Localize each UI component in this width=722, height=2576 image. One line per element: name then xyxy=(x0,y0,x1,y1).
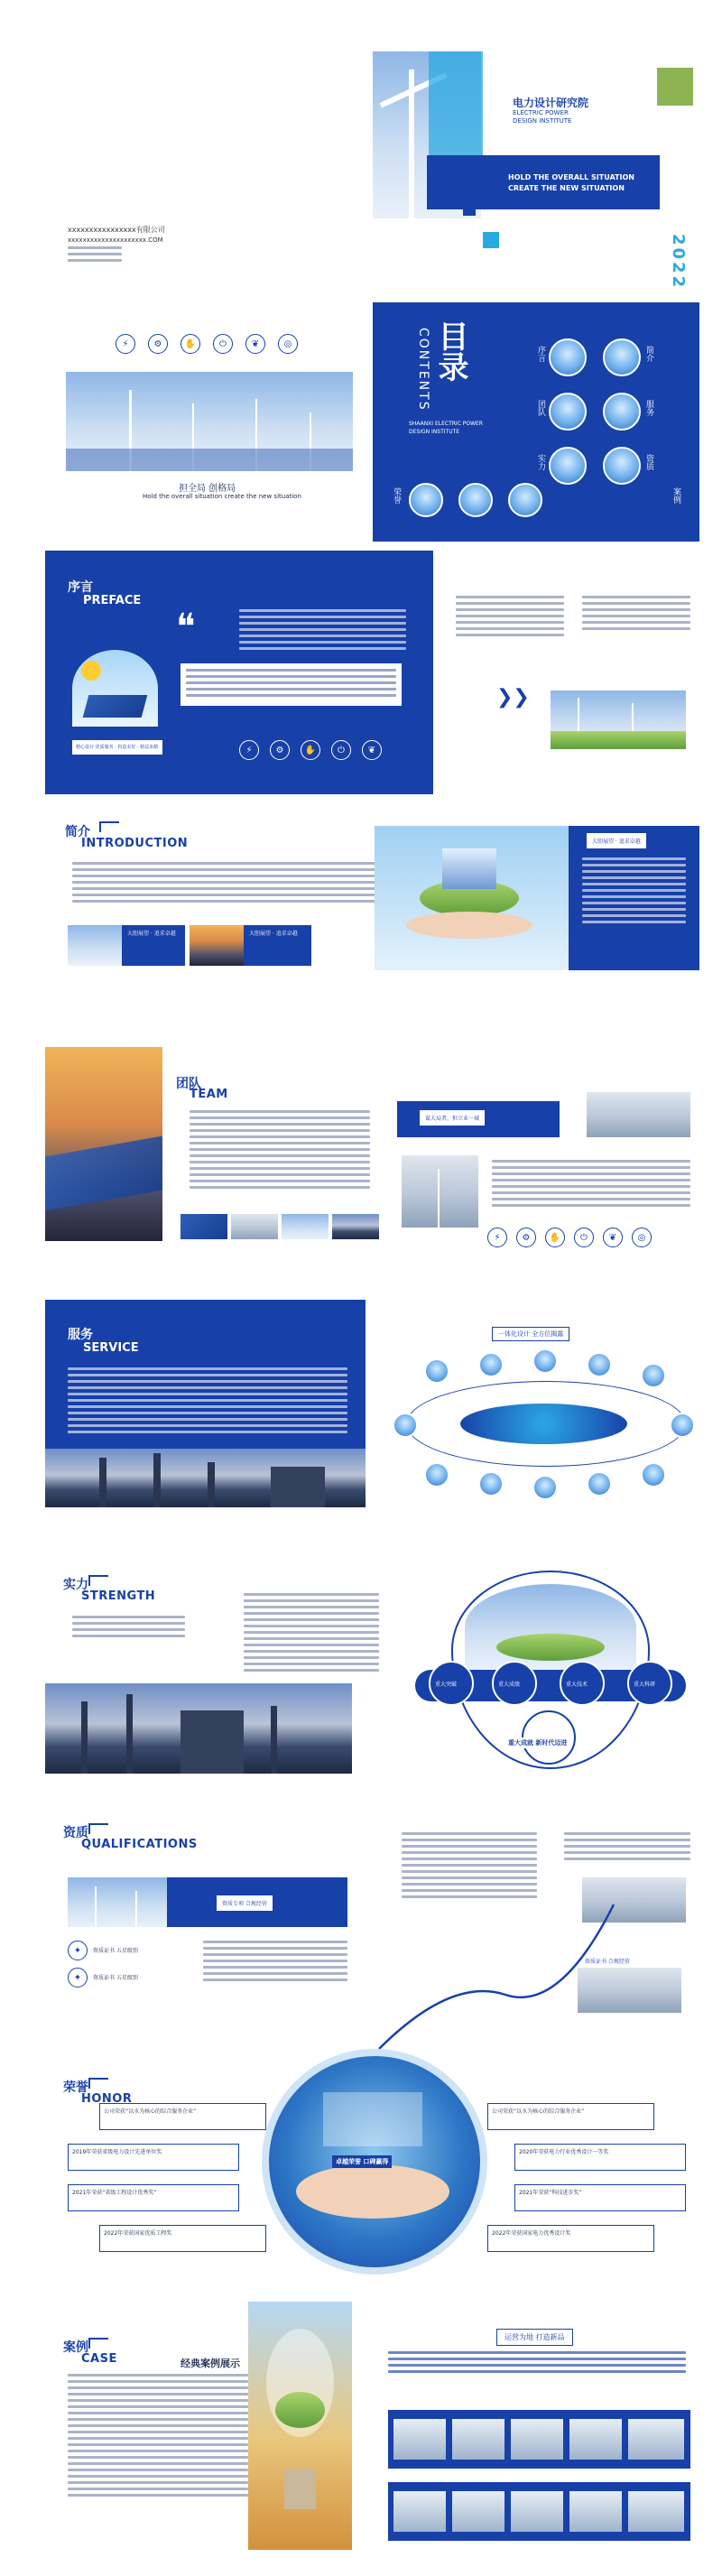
case-bulb-photo xyxy=(248,2302,352,2550)
toc-item-6[interactable]: 资质 xyxy=(644,454,653,470)
toc-title-en: CONTENTS xyxy=(416,328,430,412)
toc-sub-2: DESIGN INSTITUTE xyxy=(409,429,460,435)
strength-bottom-label: 重大成就 新时代迈进 xyxy=(505,1737,569,1748)
intro-hands-photo xyxy=(375,826,569,970)
intro-box-2 xyxy=(244,925,311,966)
qual-title-en: QUALIFICATIONS xyxy=(81,1838,198,1851)
toc-page xyxy=(373,302,699,542)
hand-icon: ✋ xyxy=(545,1228,565,1247)
intro-paragraph xyxy=(72,862,379,906)
preface-paragraph xyxy=(239,609,406,653)
qual-cert-1-text: 资质证书 五星级别 xyxy=(93,1947,138,1954)
institute-cn: 电力设计研究院 xyxy=(513,97,589,109)
certificate-icon: ✦ xyxy=(68,1941,88,1960)
qual-banner xyxy=(167,1877,347,1927)
green-square xyxy=(657,68,693,106)
slogan-2: CREATE THE NEW SITUATION xyxy=(508,184,625,192)
honor-left-4 xyxy=(99,2225,266,2252)
leaf-icon: ❦ xyxy=(245,334,265,354)
service-title-en: SERVICE xyxy=(83,1341,139,1355)
preface-badge xyxy=(72,740,162,755)
strength-plant-photo xyxy=(45,1683,352,1774)
toc-title-cn: 目录 xyxy=(432,320,468,382)
toc-lower-globes xyxy=(409,483,544,524)
bracket-deco xyxy=(99,821,119,832)
intro-card xyxy=(569,826,699,970)
team-photo-strip xyxy=(180,1214,379,1239)
strength-title-en: STRENGTH xyxy=(81,1589,156,1603)
qual-cert-2 xyxy=(68,1968,138,1988)
hand-icon: ✋ xyxy=(180,334,200,354)
service-diagram xyxy=(388,1327,699,1507)
slogan-1: HOLD THE OVERALL SITUATION xyxy=(508,173,634,181)
service-paragraph xyxy=(68,1367,347,1437)
team-icons xyxy=(487,1228,652,1247)
preface-badge-text: 精心设计 优质服务 · 构造美好 · 精益求精 xyxy=(76,745,159,750)
toc-item-2[interactable]: 简介 xyxy=(644,346,653,362)
honor-right-1 xyxy=(487,2103,654,2130)
strength-diagram xyxy=(415,1571,686,1778)
bracket-deco xyxy=(88,1575,108,1586)
strength-paragraph-1 xyxy=(72,1616,185,1641)
cover-blue-band xyxy=(427,155,689,209)
toc-item-5[interactable]: 实力 xyxy=(536,454,545,470)
cover-vertical-bar xyxy=(660,107,692,291)
globe-icon: ◎ xyxy=(278,334,298,354)
gear-icon: ⚙ xyxy=(148,334,168,354)
honor-left-3-text: 2021年荣获“省级工程设计优秀奖” xyxy=(72,2190,157,2196)
back-cover xyxy=(66,50,359,302)
preface-title-cn: 序言 xyxy=(68,580,93,595)
case-title-cn: 案例 xyxy=(63,2340,88,2355)
toc-item-1[interactable]: 序言 xyxy=(536,346,545,362)
case-subtitle: 经典案例展示 xyxy=(180,2358,240,2369)
intro-box-1 xyxy=(122,925,185,966)
strength-label-1: 重大突破 xyxy=(435,1682,458,1688)
qual-cert-1 xyxy=(68,1941,138,1960)
hand-icon: ✋ xyxy=(301,740,320,760)
qual-banner-text: 资质专项 合规经营 xyxy=(217,1895,273,1911)
honor-circle xyxy=(262,2049,487,2275)
qual-photo xyxy=(68,1877,167,1927)
company-contact-lines xyxy=(68,246,122,265)
intro-card-text xyxy=(582,857,686,927)
qual-photo-label: 资质证书 合规经营 xyxy=(585,1959,630,1965)
bracket-deco xyxy=(88,1823,108,1834)
intro-title-en: INTRODUCTION xyxy=(81,837,189,850)
strength-label-3: 重大技术 xyxy=(566,1682,588,1688)
front-cover xyxy=(373,51,699,291)
honor-right-3-text: 2021年荣获“科技进步奖” xyxy=(519,2190,582,2196)
service-node xyxy=(641,1363,666,1388)
team-paragraph-2 xyxy=(492,1160,690,1210)
service-node xyxy=(478,1471,504,1496)
chevron-icon: ❯❯ xyxy=(496,686,530,709)
back-motto-cn: 担全局 创格局 xyxy=(179,484,236,494)
small-blue-square xyxy=(483,232,499,248)
honor-title-cn: 荣誉 xyxy=(63,2080,88,2095)
year: 2022 xyxy=(669,234,688,291)
team-card-title: 谋大局者，担立业一城 xyxy=(420,1110,485,1126)
globe-icon: ◎ xyxy=(632,1228,652,1247)
preface-page xyxy=(45,551,433,794)
strength-paragraph-2 xyxy=(244,1593,379,1675)
icon-row xyxy=(116,334,298,354)
honor-left-1-text: 公司荣获“以水为核心的综合服务企业” xyxy=(104,2108,197,2115)
honor-right-3 xyxy=(514,2184,686,2211)
team-page xyxy=(45,1047,699,1241)
service-node xyxy=(393,1413,418,1438)
strength-label-2: 重大成绩 xyxy=(498,1682,521,1688)
institute-en-2: DESIGN INSTITUTE xyxy=(513,117,572,125)
back-cover-lower xyxy=(66,334,359,514)
honor-right-2-text: 2020年荣获电力行业优秀设计一等奖 xyxy=(519,2149,609,2155)
plug-icon: ⏻ xyxy=(331,740,351,760)
case-paragraph xyxy=(68,2374,248,2500)
service-plant-photo xyxy=(45,1449,366,1507)
intro-title-cn: 简介 xyxy=(65,825,90,839)
qual-paragraph-3 xyxy=(564,1832,690,1864)
service-node xyxy=(641,1462,666,1487)
service-page xyxy=(45,1300,366,1507)
team-title-en: TEAM xyxy=(190,1088,228,1101)
small-blue-square-2 xyxy=(463,203,476,216)
toc-item-4[interactable]: 服务 xyxy=(644,400,653,416)
qual-title-cn: 资质 xyxy=(63,1826,88,1840)
honor-right-4-text: 2022年荣获国家电力优秀设计奖 xyxy=(492,2230,571,2237)
team-paragraph xyxy=(190,1110,370,1192)
bracket-deco xyxy=(88,2078,108,2089)
tower-icon: ⚡ xyxy=(239,740,259,760)
plug-icon: ⏻ xyxy=(213,334,233,354)
solar-illustration xyxy=(72,650,158,727)
honor-center-title: 卓越荣誉 口碑赢得 xyxy=(332,2155,392,2168)
certificate-icon: ✦ xyxy=(68,1968,88,1988)
team-photo-right xyxy=(587,1092,690,1137)
intro-card-title: 大胆展望 · 追求卓越 xyxy=(587,833,646,848)
intro-page xyxy=(45,817,699,997)
team-photo-sea xyxy=(402,1155,478,1228)
preface-photo xyxy=(551,690,686,749)
preface-col-1 xyxy=(456,596,564,640)
qual-paragraph-2 xyxy=(402,1832,537,1902)
service-node xyxy=(670,1413,695,1438)
honor-right-4 xyxy=(487,2225,654,2252)
strength-label-4: 重大科研 xyxy=(634,1682,656,1688)
case-filmstrip-2 xyxy=(388,2482,690,2541)
toc-item-3[interactable]: 团队 xyxy=(536,400,545,416)
case-filmstrip-1 xyxy=(388,2410,690,2469)
service-node xyxy=(587,1471,612,1496)
back-motto-en: Hold the overall situation create the new situation xyxy=(143,493,301,500)
toc-item-8[interactable]: 案例 xyxy=(671,487,680,504)
intro-box-1-title: 大胆展望 · 追求卓越 xyxy=(127,931,176,937)
preface-right xyxy=(447,587,699,794)
honor-left-2 xyxy=(68,2144,239,2171)
honor-left-1 xyxy=(99,2103,266,2130)
strength-title-cn: 实力 xyxy=(63,1578,88,1592)
gear-icon: ⚙ xyxy=(270,740,290,760)
case-banner-box xyxy=(496,2329,573,2346)
service-center xyxy=(460,1404,627,1444)
preface-title-en: PREFACE xyxy=(83,594,142,607)
team-photo-tall xyxy=(45,1047,162,1241)
intro-box-2-title: 大胆展望 · 追求卓越 xyxy=(249,931,298,937)
toc-sub-1: SHAANXI ELECTRIC POWER xyxy=(409,421,484,427)
preface-col-2 xyxy=(582,596,690,634)
intro-photo-1 xyxy=(68,925,122,966)
preface-paragraph-2 xyxy=(180,663,402,706)
gear-icon: ⚙ xyxy=(516,1228,536,1247)
service-node xyxy=(532,1475,558,1500)
case-paragraph-2 xyxy=(388,2351,686,2377)
honor-title-en: HONOR xyxy=(81,2092,133,2106)
honor-left-3 xyxy=(68,2184,239,2211)
qual-curve xyxy=(370,1895,623,2053)
qualifications-page xyxy=(45,1823,699,2022)
cover-spread xyxy=(0,50,722,302)
case-banner: 运营为地 打造新品 xyxy=(504,2333,565,2341)
honor-right-1-text: 公司荣获“以水为核心的综合服务企业” xyxy=(492,2108,585,2115)
toc-item-7[interactable]: 荣誉 xyxy=(392,487,401,504)
case-page xyxy=(45,2302,699,2554)
honor-left-2-text: 2019年荣获省级电力设计先进单位奖 xyxy=(72,2149,162,2155)
service-node xyxy=(532,1348,558,1374)
company-website: xxxxxxxxxxxxxxxxxxxxx.COM xyxy=(68,236,163,244)
service-node xyxy=(587,1352,612,1377)
tower-icon: ⚡ xyxy=(487,1228,507,1247)
qual-paragraph xyxy=(203,1941,347,1985)
qual-cert-2-text: 资质证书 五星级别 xyxy=(93,1974,138,1981)
honor-left-4-text: 2022年荣获国家优质工程奖 xyxy=(104,2230,172,2237)
strength-page xyxy=(45,1575,699,1774)
company-name: xxxxxxxxxxxxxxxx有限公司 xyxy=(68,226,165,234)
preface-icons xyxy=(239,740,382,760)
cover-accent-strip xyxy=(429,51,483,169)
intro-photo-2 xyxy=(190,925,244,966)
tower-icon: ⚡ xyxy=(116,334,135,354)
institute-en-1: ELECTRIC POWER xyxy=(513,109,569,116)
plug-icon: ⏻ xyxy=(574,1228,594,1247)
service-title-cn: 服务 xyxy=(68,1328,93,1342)
wind-farm-photo xyxy=(66,372,353,471)
honor-right-2 xyxy=(514,2144,686,2171)
team-card xyxy=(397,1101,560,1137)
leaf-icon: ❦ xyxy=(362,740,382,760)
honor-page xyxy=(45,2040,699,2275)
service-node xyxy=(424,1462,449,1487)
team-title-cn: 团队 xyxy=(176,1077,201,1091)
case-title-en: CASE xyxy=(81,2352,117,2366)
service-node xyxy=(424,1358,449,1384)
service-node xyxy=(478,1352,504,1377)
quote-icon: ❝ xyxy=(176,607,196,648)
leaf-icon: ❦ xyxy=(603,1228,623,1247)
service-diagram-title-box xyxy=(492,1327,569,1341)
service-diagram-title: 一体化设计 全方位揭露 xyxy=(498,1330,564,1338)
bracket-deco xyxy=(88,2338,108,2349)
